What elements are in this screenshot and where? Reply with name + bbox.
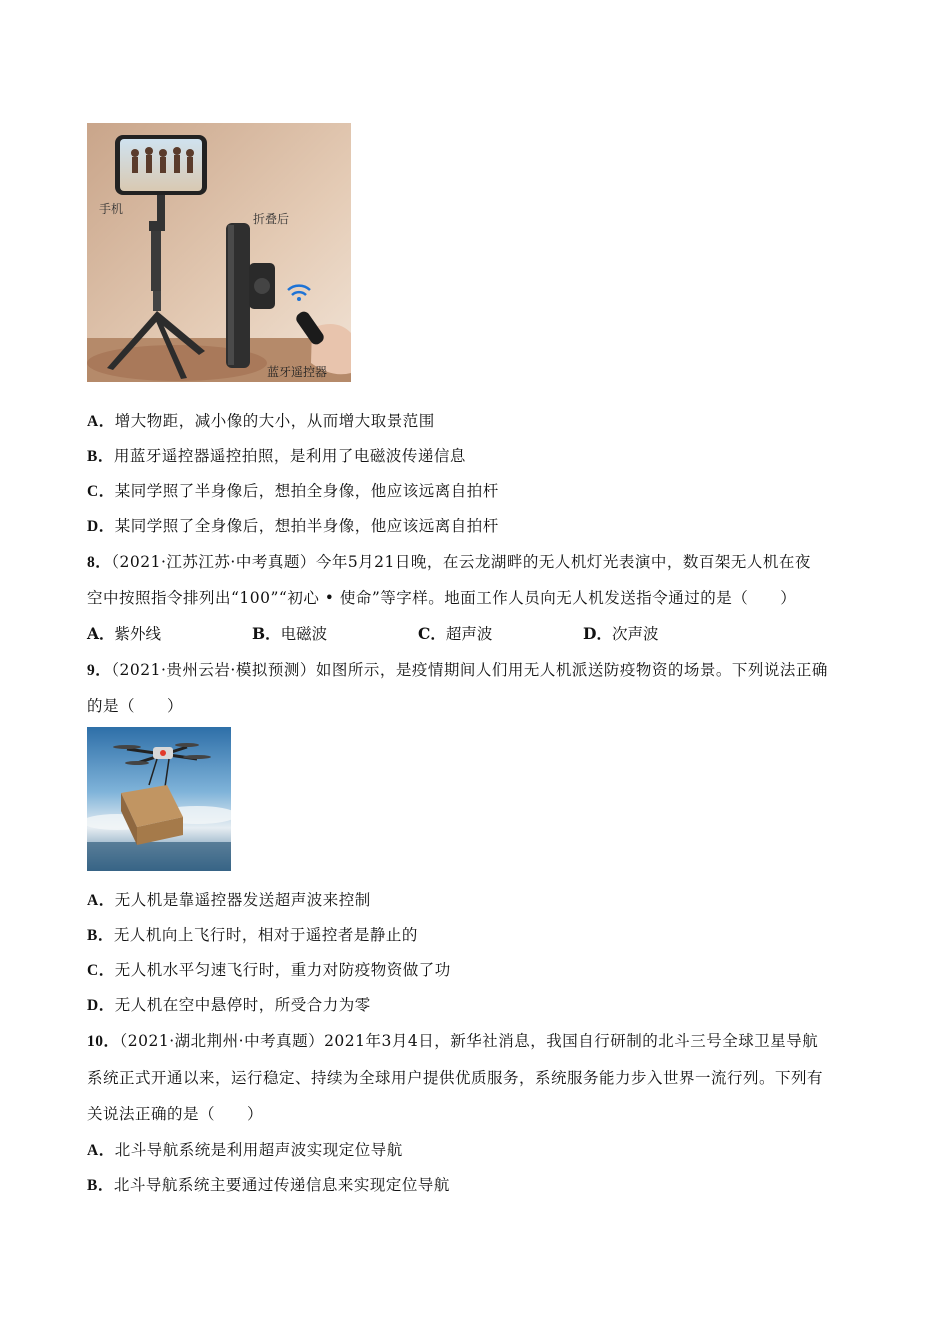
q7-option-a (87, 411, 435, 432)
q8-stem-line1 (87, 552, 811, 573)
q8-option-b (252, 624, 327, 644)
question-number: 8． (87, 554, 112, 571)
q9-option-d (87, 995, 371, 1016)
label-remote: 蓝牙遥控器 (267, 365, 328, 379)
question-number: 9． (87, 662, 112, 679)
question-text: （2021·湖北荆州·中考真题）2021年3月4日，新华社消息，我国自行研制的北斗三号全球卫星导航 (119, 1032, 819, 1050)
label-phone: 手机 (99, 202, 124, 216)
q10-stem-line1 (87, 1031, 818, 1052)
q8-stem-line2: 空中按照指令排列出“100”“初心 • 使命”等字样。地面工作人员向无人机发送指令通过的是（ ） (87, 589, 797, 607)
selfie-stick-figure (87, 123, 351, 382)
option-letter: D． (87, 997, 115, 1014)
option-letter: D． (583, 624, 612, 643)
q9-option-b (87, 925, 418, 946)
option-text: 无人机在空中悬停时，所受合力为零 (114, 996, 371, 1014)
option-letter: B． (252, 624, 281, 643)
option-text: 无人机水平匀速飞行时，重力对防疫物资做了功 (114, 961, 451, 979)
drone-figure (87, 727, 231, 871)
option-letter: A． (87, 892, 115, 909)
selfie-stick-illustration (87, 123, 351, 382)
q9-option-c (87, 960, 451, 981)
option-text: 某同学照了全身像后，想拍半身像，他应该远离自拍杆 (114, 517, 499, 535)
option-text: 增大物距，减小像的大小，从而增大取景范围 (114, 412, 435, 430)
option-text: 电磁波 (280, 625, 328, 643)
option-letter: B． (87, 448, 114, 465)
q9-option-a (87, 890, 371, 911)
question-text: （2021·江苏江苏·中考真题）今年5月21日晚，在云龙湖畔的无人机灯光表演中，数百架无人机在夜 (111, 553, 811, 571)
option-letter: C． (87, 483, 115, 500)
q9-stem-line1 (87, 660, 828, 681)
option-text: 超声波 (445, 625, 493, 643)
option-text: 某同学照了半身像后，想拍全身像，他应该远离自拍杆 (114, 482, 499, 500)
question-text: （2021·贵州云岩·模拟预测）如图所示，是疫情期间人们用无人机派送防疫物资的场景。下列说法正确 (111, 661, 828, 679)
q9-stem-line2: 的是（ ） (87, 697, 184, 715)
q10-stem-line3: 关说法正确的是（ ） (87, 1105, 264, 1123)
q10-option-b (87, 1175, 450, 1196)
option-letter: C． (87, 962, 115, 979)
option-text: 北斗导航系统主要通过传递信息来实现定位导航 (113, 1176, 450, 1194)
option-text: 北斗导航系统是利用超声波实现定位导航 (114, 1141, 403, 1159)
q7-option-d (87, 516, 499, 537)
drone-illustration (87, 727, 231, 871)
option-letter: A． (87, 413, 115, 430)
q10-stem-line2: 系统正式开通以来，运行稳定、持续为全球用户提供优质服务，系统服务能力步入世界一流行列。下列有 (87, 1069, 824, 1087)
q7-option-c (87, 481, 499, 502)
option-letter: A． (87, 624, 115, 643)
option-text: 紫外线 (114, 625, 162, 643)
option-letter: A． (87, 1142, 115, 1159)
q10-option-a (87, 1140, 403, 1161)
option-letter: C． (418, 624, 446, 643)
option-text: 无人机向上飞行时，相对于遥控者是静止的 (113, 926, 418, 944)
question-number: 10． (87, 1033, 120, 1050)
option-text: 次声波 (611, 625, 659, 643)
option-letter: B． (87, 1177, 114, 1194)
option-text: 用蓝牙遥控器遥控拍照，是利用了电磁波传递信息 (113, 447, 466, 465)
q7-option-b (87, 446, 466, 467)
option-letter: D． (87, 518, 115, 535)
label-folded: 折叠后 (253, 212, 290, 226)
option-text: 无人机是靠遥控器发送超声波来控制 (114, 891, 371, 909)
q8-option-d (583, 624, 658, 644)
q8-option-c (418, 624, 492, 644)
q8-option-a (87, 624, 161, 644)
option-letter: B． (87, 927, 114, 944)
